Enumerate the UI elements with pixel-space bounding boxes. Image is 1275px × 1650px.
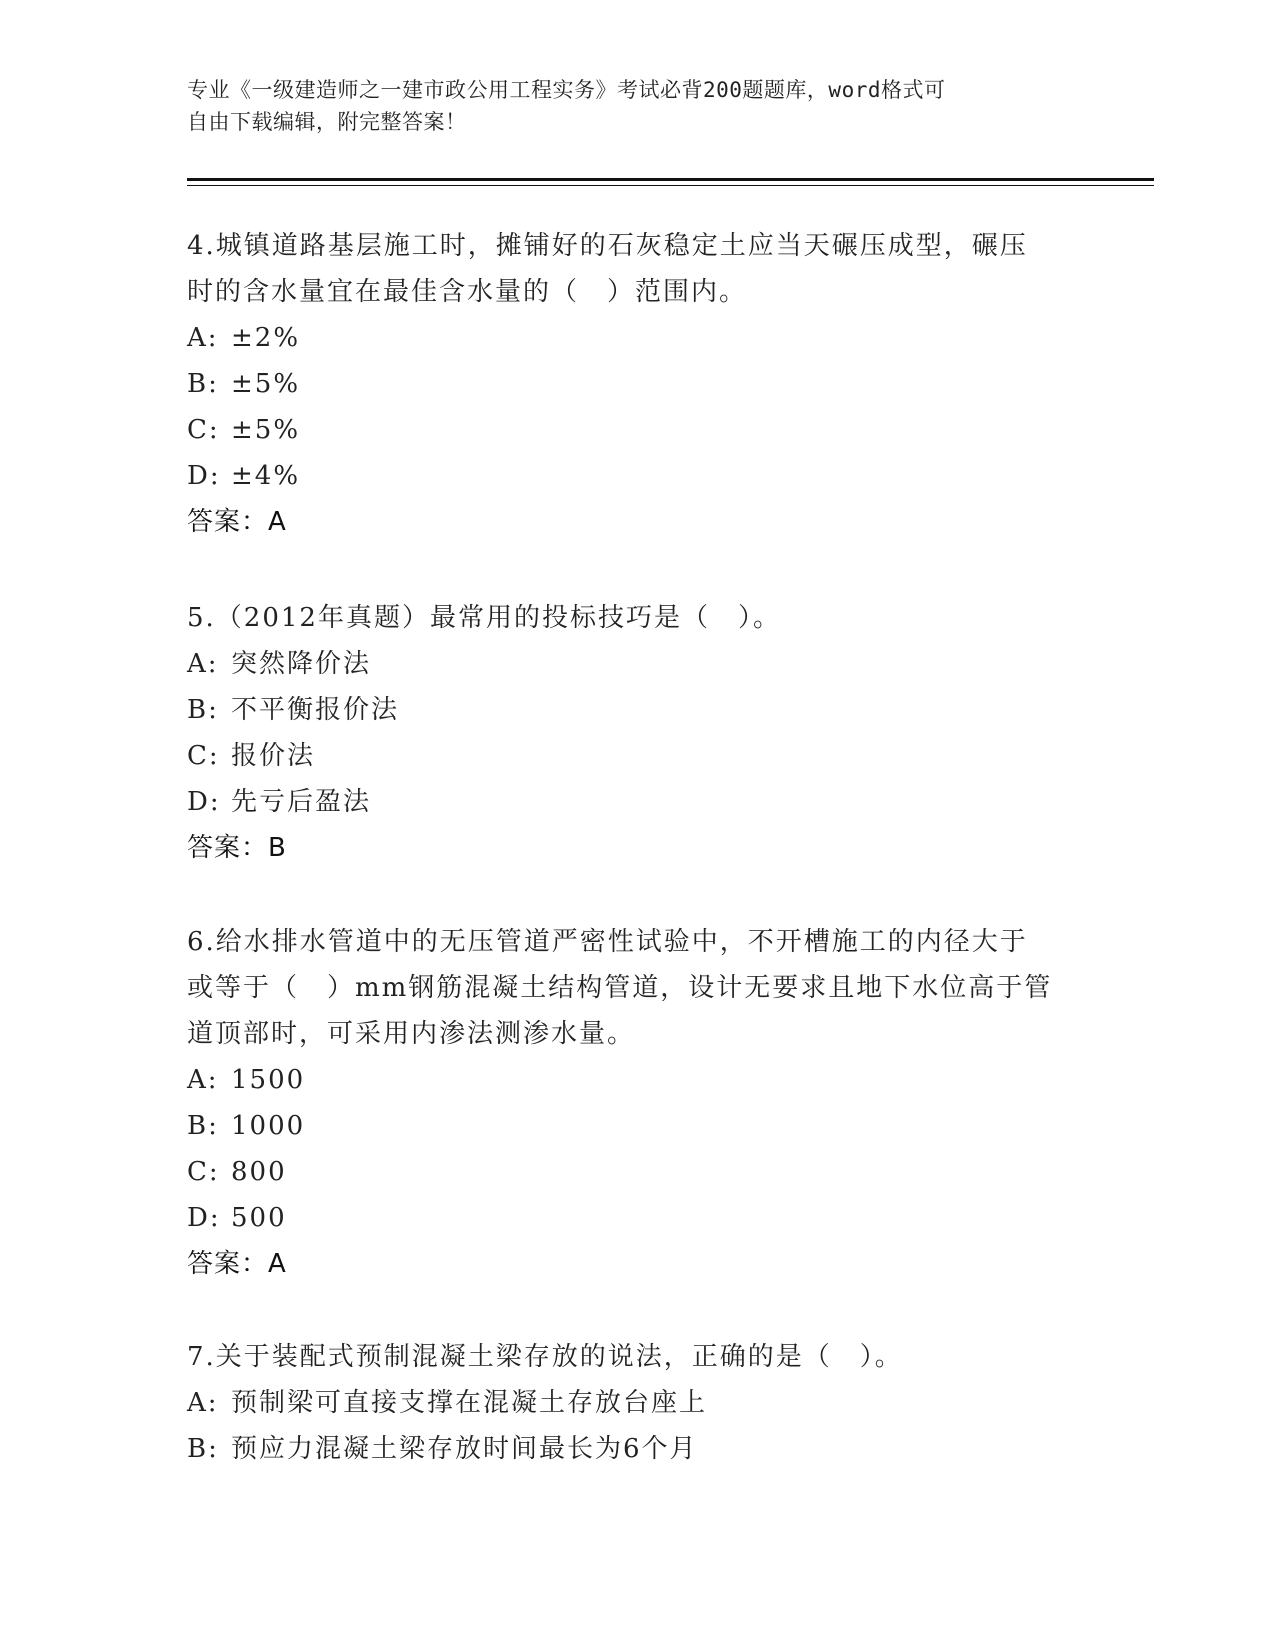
option-key: A: <box>187 323 219 353</box>
option-b <box>187 687 1067 733</box>
option-b <box>187 361 1067 407</box>
answer-line: 答案：A <box>187 507 287 537</box>
option-b <box>187 1103 1067 1149</box>
answer-line: 答案：B <box>187 833 287 863</box>
question-7 <box>187 1334 1067 1472</box>
option-text: 突然降价法 <box>231 649 372 679</box>
question-6 <box>187 919 1067 1287</box>
option-text: ±4% <box>231 461 301 491</box>
option-key: A: <box>187 1388 219 1418</box>
option-key: A: <box>187 649 219 679</box>
question-stem-line: 时的含水量宜在最佳含水量的（ ）范围内。 <box>187 277 748 307</box>
option-text: 预制梁可直接支撑在混凝土存放台座上 <box>231 1388 708 1418</box>
option-text: 报价法 <box>231 741 316 771</box>
option-text: ±5% <box>231 415 301 445</box>
option-a <box>187 641 1067 687</box>
option-c <box>187 733 1067 779</box>
question-4 <box>187 223 1067 545</box>
document-header <box>187 74 1067 138</box>
question-stem-line: 4.城镇道路基层施工时，摊铺好的石灰稳定土应当天碾压成型，碾压 <box>187 231 1028 261</box>
question-stem-line: 道顶部时，可采用内渗法测渗水量。 <box>187 1019 636 1049</box>
question-stem-line: 5.（2012年真题）最常用的投标技巧是（ ）。 <box>187 603 781 633</box>
option-d <box>187 453 1067 499</box>
option-text: 1000 <box>231 1111 306 1141</box>
option-key: B: <box>187 695 219 725</box>
option-text: 不平衡报价法 <box>231 695 400 725</box>
option-key: A: <box>187 1065 219 1095</box>
option-key: C: <box>187 415 220 445</box>
question-stem-line: 或等于（ ）mm钢筋混凝土结构管道，设计无要求且地下水位高于管 <box>187 973 1053 1003</box>
option-key: C: <box>187 1157 220 1187</box>
option-text: 800 <box>231 1157 287 1187</box>
option-c <box>187 1149 1067 1195</box>
option-text: 1500 <box>231 1065 306 1095</box>
header-divider-thin <box>187 185 1154 186</box>
option-d <box>187 779 1067 825</box>
question-5 <box>187 595 1067 871</box>
header-line-2: 自由下载编辑，附完整答案！ <box>187 110 467 134</box>
option-key: B: <box>187 1434 219 1464</box>
option-key: D: <box>187 787 221 817</box>
option-key: D: <box>187 461 221 491</box>
option-key: C: <box>187 741 220 771</box>
option-key: D: <box>187 1203 221 1233</box>
option-text: 预应力混凝土梁存放时间最长为6个月 <box>231 1434 698 1464</box>
option-key: B: <box>187 1111 219 1141</box>
header-line-1: 专业《一级建造师之一建市政公用工程实务》考试必背200题题库，word格式可 <box>187 78 946 102</box>
answer-line: 答案：A <box>187 1249 287 1279</box>
option-d <box>187 1195 1067 1241</box>
option-text: ±2% <box>231 323 301 353</box>
option-text: 先亏后盈法 <box>231 787 372 817</box>
header-divider-thick <box>187 178 1154 181</box>
option-c <box>187 407 1067 453</box>
question-stem-line: 6.给水排水管道中的无压管道严密性试验中，不开槽施工的内径大于 <box>187 927 1028 957</box>
option-key: B: <box>187 369 219 399</box>
option-a <box>187 1380 1067 1426</box>
option-b <box>187 1426 1067 1472</box>
option-text: 500 <box>231 1203 287 1233</box>
option-text: ±5% <box>231 369 301 399</box>
question-stem-line: 7.关于装配式预制混凝土梁存放的说法，正确的是（ ）。 <box>187 1342 903 1372</box>
option-a <box>187 1057 1067 1103</box>
option-a <box>187 315 1067 361</box>
